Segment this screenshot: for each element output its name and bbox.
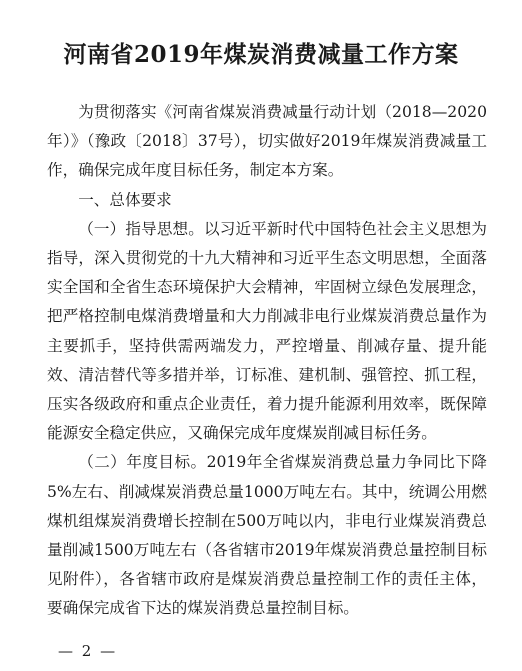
document-body — [47, 98, 487, 624]
guiding-thought-paragraph: （一）指导思想。以习近平新时代中国特色社会主义思想为指导，深入贯彻党的十九大精神和习近平生态文明思想，全面落实全国和全省生态环境保护大会精神，牢固树立绿色发展理念，把严格控制电煤消费增量和大力削减非电行业煤炭消费总量作为主要抓手，坚持供需两端发力，严控增量、削减存量、提升能效、清洁替代等多措并举，订标准、建机制、强管控、抓工程，压实各级政府和重点企业责任，着力提升能源利用效率，既保障能源安全稳定供应，又确保完成年度煤炭削减目标任务。 — [47, 219, 487, 443]
annual-target-paragraph: （二）年度目标。2019年全省煤炭消费总量力争同比下降5%左右、削减煤炭消费总量1000万吨左右。其中，统调公用燃煤机组煤炭消费增长控制在500万吨以内，非电行业煤炭消费总量削减1500万吨左右（各省辖市2019年煤炭消费总量控制目标见附件），各省辖市政府是煤炭消费总量控制工作的责任主体，要确保完成省下达的煤炭消费总量控制目标。 — [47, 453, 487, 618]
section-heading: 一、总体要求 — [78, 190, 172, 209]
intro-paragraph: 为贯彻落实《河南省煤炭消费减量行动计划（2018—2020年）》（豫政〔2018〕37号），切实做好2019年煤炭消费减量工作，确保完成年度目标任务，制定本方案。 — [47, 103, 487, 180]
document-title: 河南省2019年煤炭消费减量工作方案 — [63, 41, 459, 68]
page-number: — 2 — — [58, 642, 118, 660]
